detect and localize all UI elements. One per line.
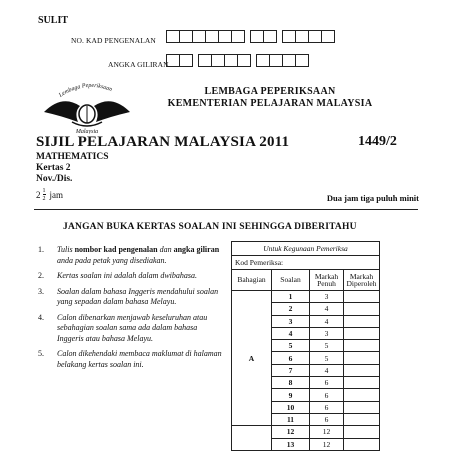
time-numerator: 1 — [42, 188, 46, 194]
exam-title: SIJIL PELAJARAN MALAYSIA 2011 — [36, 134, 290, 150]
table-row: A 1 3 — [232, 291, 380, 303]
paper-number: Kertas 2 — [36, 163, 71, 173]
exam-board-logo — [32, 72, 142, 134]
instruction-item: 2. Kertas soalan ini adalah dalam dwibahasa. — [38, 271, 198, 280]
marks-obtained-cell[interactable] — [344, 303, 380, 315]
instruction-item: 4. Calon dibenarkan menjawab keseluruhan atau sebahagian soalan sama ada dalam bahasa Inggeris atau bahasa Melayu. — [38, 312, 208, 343]
svg-text:Lembaga Peperiksaan: Lembaga Peperiksaan — [58, 82, 113, 99]
table-row: 5 5 — [232, 340, 380, 352]
instruction-item: 5. Calon dikehendaki membaca maklumat di halaman belakang kertas soalan ini. — [38, 349, 222, 369]
table-row: 12 12 — [232, 426, 380, 438]
section-a-label: A — [232, 291, 272, 426]
classification-label: SULIT — [38, 15, 69, 26]
svg-text:Malaysia: Malaysia — [75, 129, 99, 134]
section-b-cell — [232, 426, 272, 451]
marks-obtained-cell[interactable] — [344, 291, 380, 303]
paper-code: 1449/2 — [358, 134, 397, 149]
table-row: 7 4 — [232, 364, 380, 376]
marks-obtained-cell[interactable] — [344, 426, 380, 438]
header-full-marks: Markah Penuh — [310, 270, 344, 291]
index-number-boxes[interactable] — [166, 54, 308, 67]
table-row: 11 6 — [232, 413, 380, 425]
index-number-label: ANGKA GILIRAN — [108, 60, 169, 69]
table-row: 10 6 — [232, 401, 380, 413]
header-question: Soalan — [272, 270, 310, 291]
time-allowed — [36, 188, 63, 202]
do-not-open-warning: JANGAN BUKA KERTAS SOALAN INI SEHINGGA DIBERITAHU — [63, 222, 357, 232]
examiner-marks-table — [231, 241, 380, 451]
table-caption: Untuk Kegunaan Pemeriksa — [232, 242, 380, 256]
time-unit: jam — [49, 189, 63, 200]
table-row: 2 4 — [232, 303, 380, 315]
instructions-list — [38, 245, 224, 375]
duration-words: Dua jam tiga puluh minit — [326, 193, 419, 203]
ic-number-boxes[interactable] — [166, 30, 334, 43]
marks-obtained-cell[interactable] — [344, 438, 380, 450]
organization-line1: LEMBAGA PEPERIKSAAN — [204, 86, 336, 97]
time-whole: 2 — [36, 189, 41, 200]
instruction-item: 1. Tulis nombor kad pengenalan dan angka giliran anda pada petak yang disediakan. — [38, 245, 220, 265]
table-row: 8 6 — [232, 377, 380, 389]
marks-obtained-cell[interactable] — [344, 352, 380, 364]
time-fraction — [43, 188, 46, 202]
marks-obtained-cell[interactable] — [344, 364, 380, 376]
table-row: 3 4 — [232, 315, 380, 327]
organization-line2: KEMENTERIAN PELAJARAN MALAYSIA — [167, 98, 373, 109]
divider-line — [34, 209, 418, 210]
ic-number-label: NO. KAD PENGENALAN — [71, 36, 156, 45]
header-marks-obtained: Markah Diperoleh — [344, 270, 380, 291]
marks-obtained-cell[interactable] — [344, 340, 380, 352]
marks-obtained-cell[interactable] — [344, 401, 380, 413]
examiner-code-field[interactable]: Kod Pemeriksa: — [232, 256, 380, 270]
header-section: Bahagian — [232, 270, 272, 291]
time-denominator: 2 — [42, 195, 46, 202]
marks-obtained-cell[interactable] — [344, 413, 380, 425]
marks-obtained-cell[interactable] — [344, 377, 380, 389]
table-row: 6 5 — [232, 352, 380, 364]
table-row: 13 12 — [232, 438, 380, 450]
table-row: 9 6 — [232, 389, 380, 401]
subject-name: MATHEMATICS — [36, 152, 109, 162]
table-row: 4 3 — [232, 327, 380, 339]
marks-obtained-cell[interactable] — [344, 315, 380, 327]
instruction-item: 3. Soalan dalam bahasa Inggeris mendahului soalan yang sepadan dalam bahasa Melayu. — [38, 286, 219, 306]
marks-obtained-cell[interactable] — [344, 389, 380, 401]
marks-obtained-cell[interactable] — [344, 327, 380, 339]
exam-session: Nov./Dis. — [36, 174, 73, 184]
